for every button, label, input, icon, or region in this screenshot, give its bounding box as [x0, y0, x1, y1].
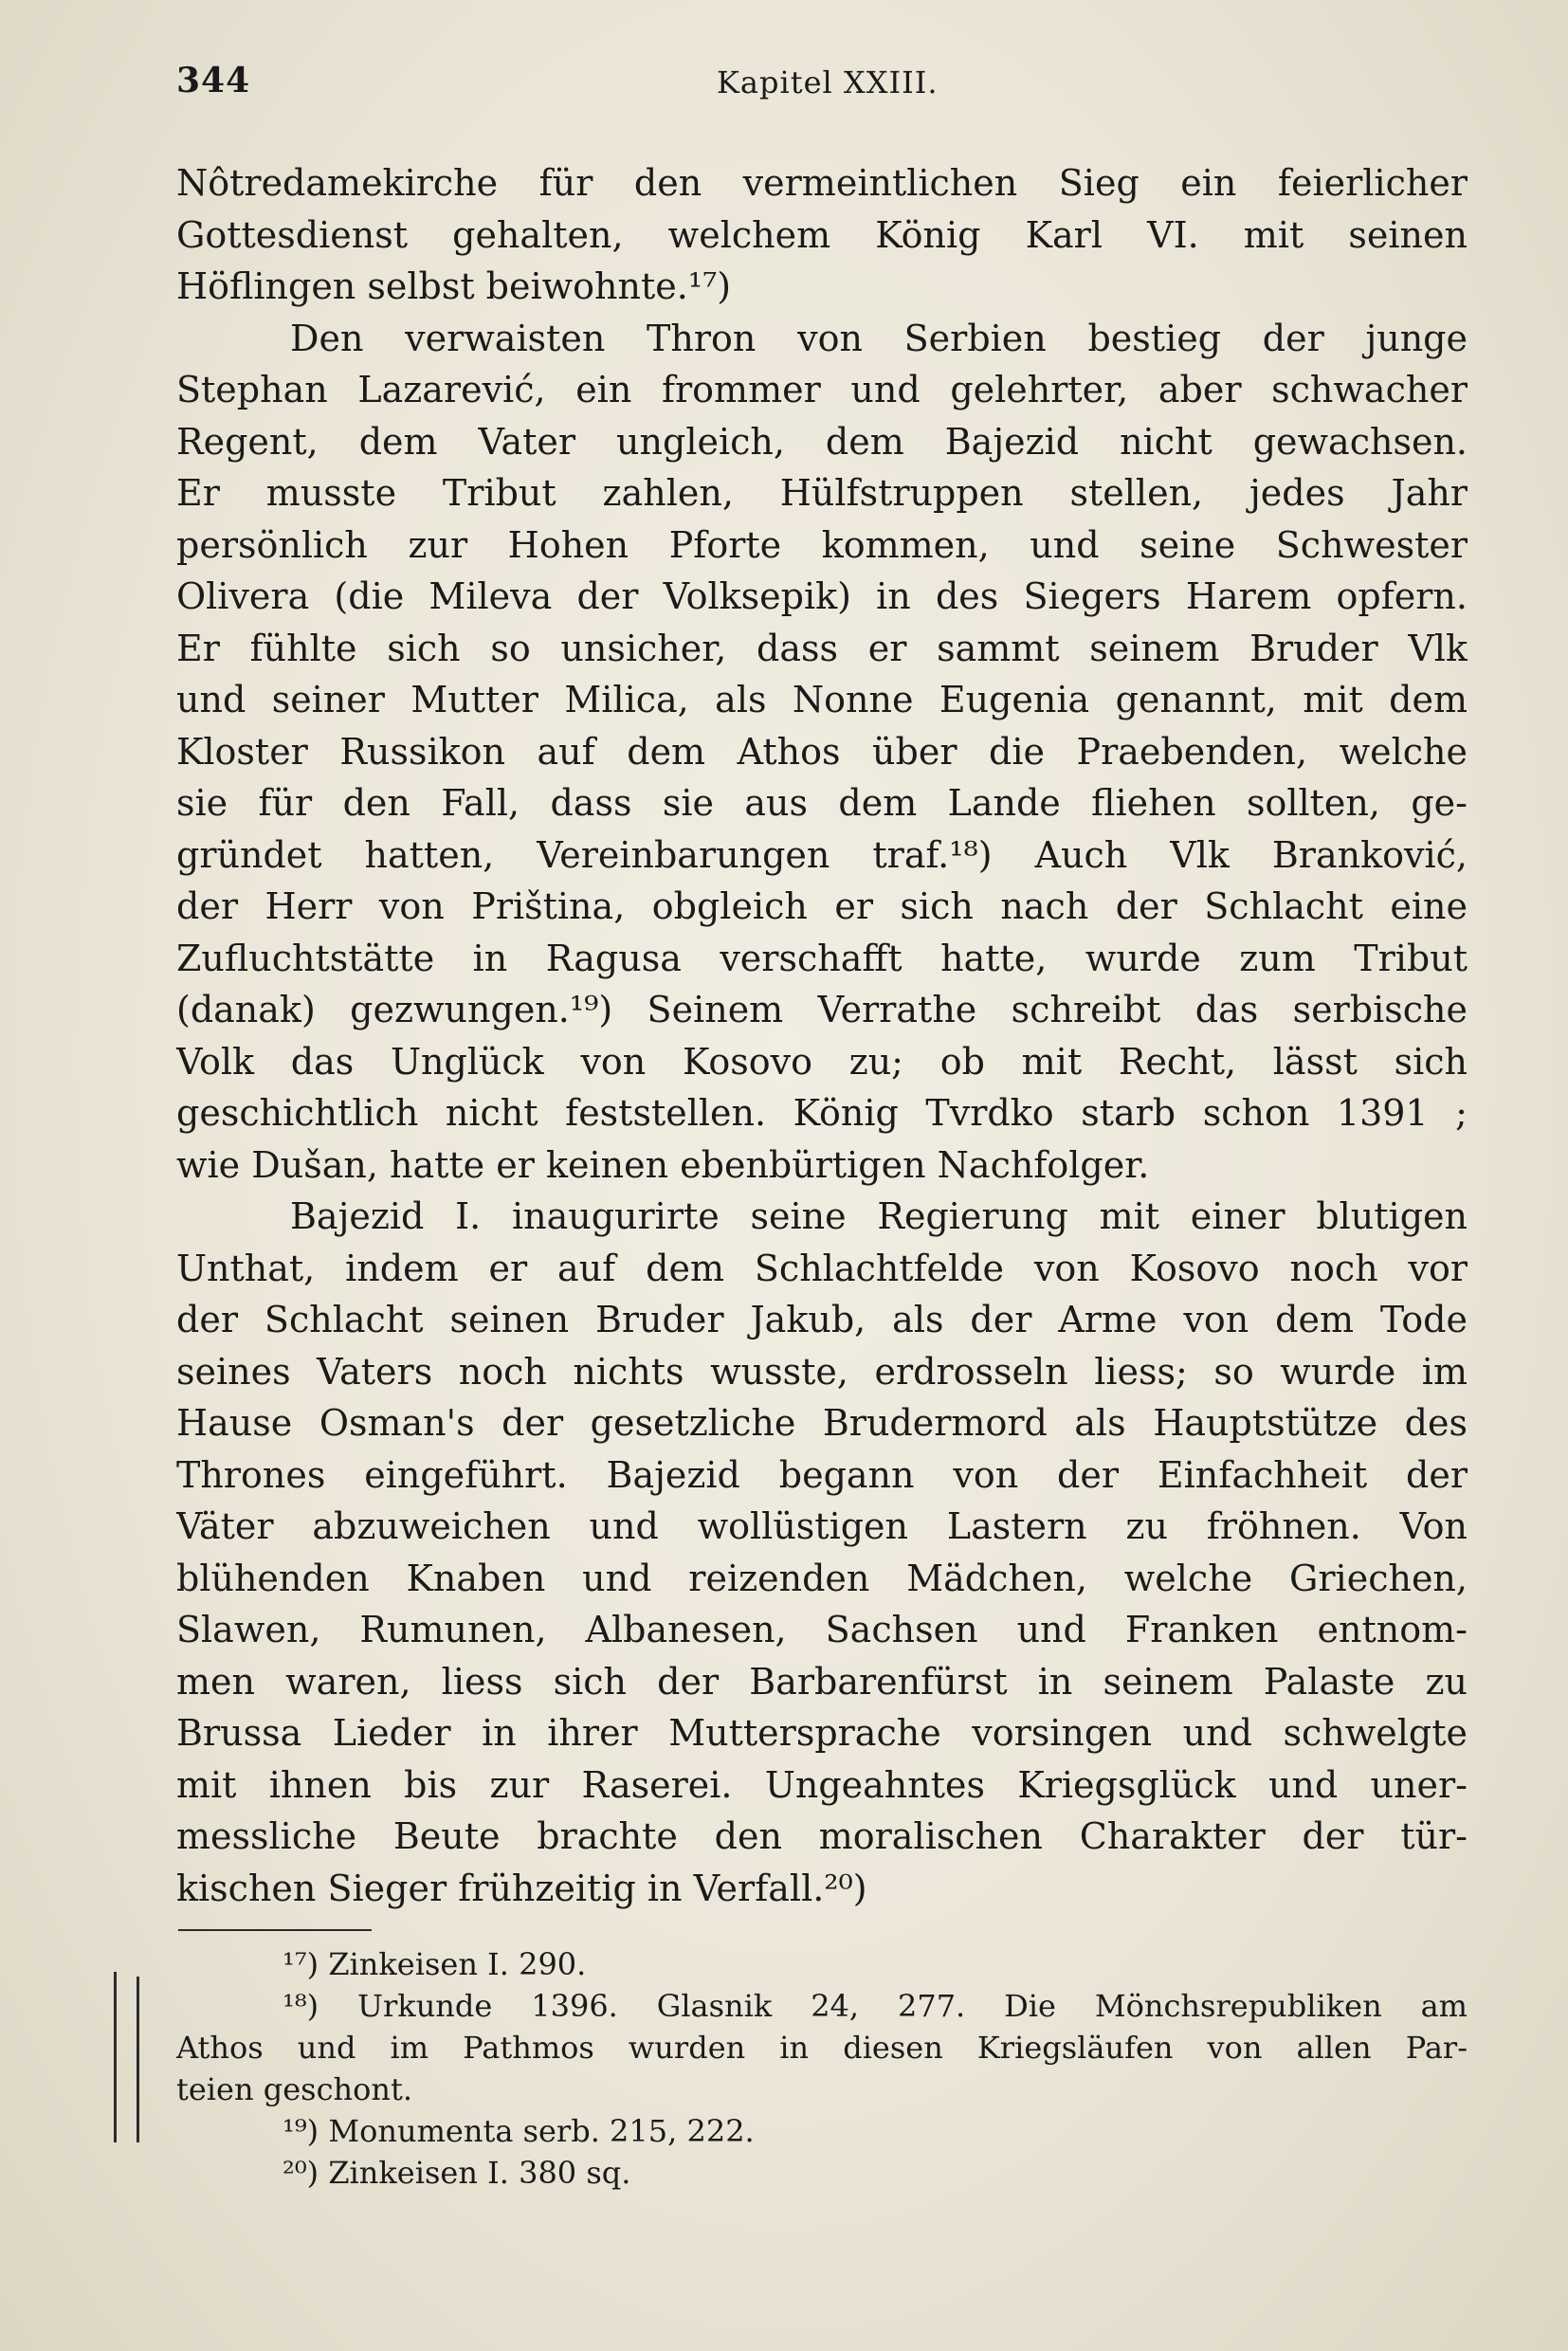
text-line: messliche Beute brachte den moralischen Charakter der tür-	[176, 1815, 1468, 1857]
text-line: Er fühlte sich so unsicher, dass er sammt seinem Bruder Vlk	[176, 627, 1468, 669]
footnote-line: ¹⁹) Monumenta serb. 215, 222.	[283, 2113, 755, 2149]
text-line: (danak) gezwungen.¹⁹) Seinem Verrathe schreibt das serbische	[176, 989, 1468, 1030]
footnote-line: ¹⁸) Urkunde 1396. Glasnik 24, 277. Die Mönchsrepubliken am	[283, 1988, 1468, 2024]
footnotes	[176, 1943, 1468, 2194]
text-line: Olivera (die Mileva der Volksepik) in des Siegers Harem opfern.	[176, 575, 1468, 617]
text-line: Volk das Unglück von Kosovo zu; ob mit Recht, lässt sich	[176, 1040, 1468, 1083]
text-line: Höflingen selbst beiwohnte.¹⁷)	[176, 265, 732, 307]
margin-pencil-mark	[137, 1977, 139, 2142]
text-line: der Schlacht seinen Bruder Jakub, als der Arme von dem Tode	[176, 1299, 1468, 1340]
text-line: seines Vaters noch nichts wusste, erdrosseln liess; so wurde im	[176, 1350, 1468, 1393]
text-line: Regent, dem Vater ungleich, dem Bajezid nicht gewachsen.	[176, 420, 1468, 463]
text-line: kischen Sieger frühzeitig in Verfall.²⁰)	[176, 1867, 867, 1909]
text-line: blühenden Knaben und reizenden Mädchen, welche Griechen,	[176, 1557, 1468, 1599]
text-line: Hause Osman's der gesetzliche Brudermord als Hauptstütze des	[176, 1402, 1468, 1444]
text-line: Stephan Lazarević, ein frommer und gelehrter, aber schwacher	[176, 369, 1468, 410]
text-line: persönlich zur Hohen Pforte kommen, und seine Schwester	[176, 523, 1468, 566]
text-line: Brussa Lieder in ihrer Muttersprache vorsingen und schwelgte	[176, 1712, 1468, 1754]
text-line: sie für den Fall, dass sie aus dem Lande fliehen sollten, ge-	[176, 782, 1468, 824]
text-line: gründet hatten, Vereinbarungen traf.¹⁸) Auch Vlk Branković,	[176, 833, 1468, 876]
running-head	[176, 61, 1466, 114]
body-text	[176, 157, 1468, 1914]
page-number: 344	[176, 61, 251, 100]
text-line: Slawen, Rumunen, Albanesen, Sachsen und Franken entnom-	[176, 1609, 1468, 1650]
margin-pencil-mark	[114, 1972, 117, 2142]
text-line: Er musste Tribut zahlen, Hülfstruppen stellen, jedes Jahr	[176, 472, 1468, 514]
chapter-title: Kapitel XXIII.	[717, 64, 939, 100]
text-line: geschichtlich nicht feststellen. König Tvrdko starb schon 1391 ;	[176, 1092, 1468, 1134]
text-line: men waren, liess sich der Barbarenfürst in seinem Palaste zu	[176, 1660, 1468, 1703]
footnote-line: ¹⁷) Zinkeisen I. 290.	[283, 1946, 587, 1982]
text-line: Thrones eingeführt. Bajezid begann von der Einfachheit der	[176, 1453, 1468, 1496]
text-line: Nôtredamekirche für den vermeintlichen Sieg ein feierlicher	[176, 162, 1468, 204]
text-line: Kloster Russikon auf dem Athos über die Praebenden, welche	[176, 730, 1468, 773]
text-line: Väter abzuweichen und wollüstigen Lastern zu fröhnen. Von	[176, 1505, 1468, 1547]
text-line: der Herr von Priština, obgleich er sich nach der Schlacht eine	[176, 885, 1468, 927]
text-line: Unthat, indem er auf dem Schlachtfelde von Kosovo noch vor	[176, 1247, 1468, 1289]
footnote-line: Athos und im Pathmos wurden in diesen Kriegsläufen von allen Par-	[176, 2030, 1468, 2066]
footnote-line: teien geschont.	[176, 2071, 413, 2107]
text-line: mit ihnen bis zur Raserei. Ungeahntes Kriegsglück und uner-	[176, 1763, 1468, 1806]
text-line: und seiner Mutter Milica, als Nonne Eugenia genannt, mit dem	[176, 679, 1468, 720]
text-line: Zufluchtstätte in Ragusa verschafft hatte, wurde zum Tribut	[176, 937, 1468, 979]
footnote-line: ²⁰) Zinkeisen I. 380 sq.	[283, 2155, 631, 2191]
text-line: Gottesdienst gehalten, welchem König Karl VI. mit seinen	[176, 213, 1468, 256]
text-line: Den verwaisten Thron von Serbien bestieg der junge	[290, 317, 1468, 359]
footnote-divider	[178, 1929, 372, 1931]
text-line: Bajezid I. inaugurirte seine Regierung mit einer blutigen	[290, 1195, 1468, 1237]
text-line: wie Dušan, hatte er keinen ebenbürtigen Nachfolger.	[176, 1143, 1150, 1186]
